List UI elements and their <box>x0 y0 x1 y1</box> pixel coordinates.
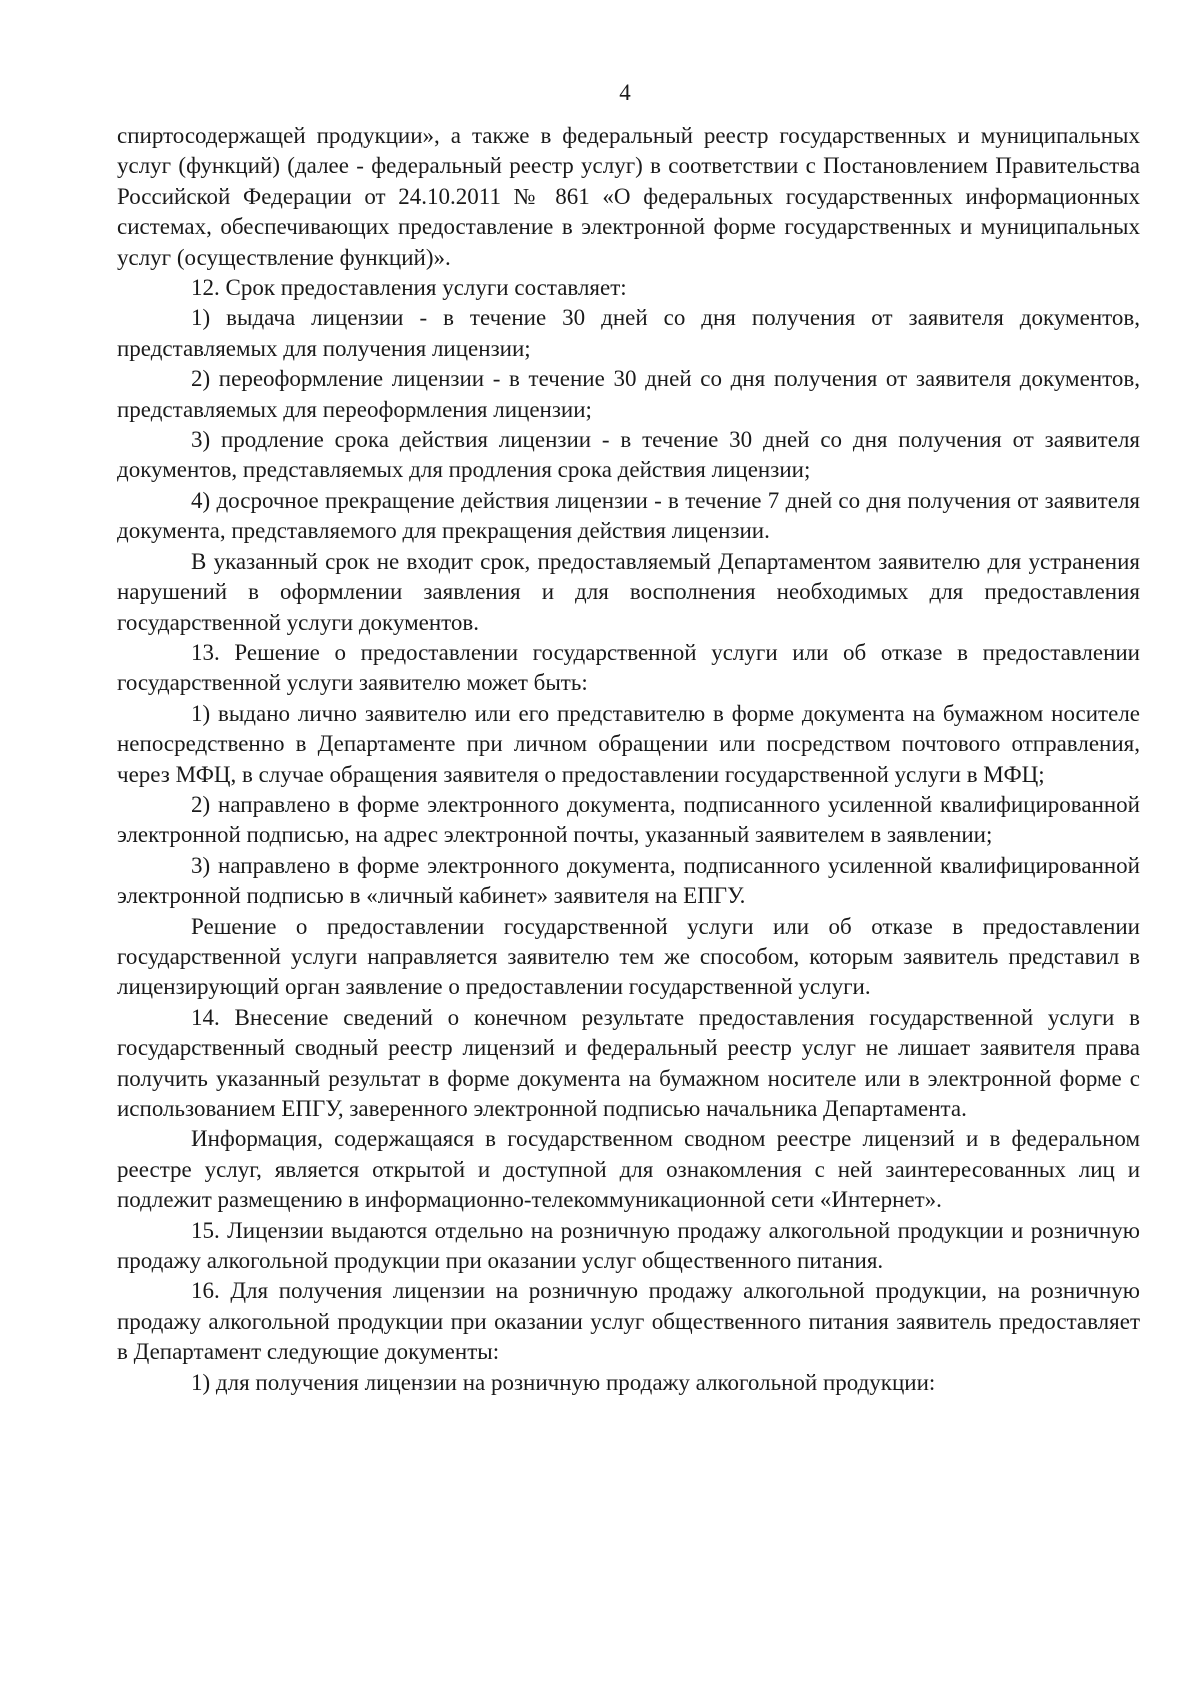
paragraph-13-note: Решение о предоставлении государственной услуги или об отказе в предоставлении государственной услуги направляется заявителю тем же способом, которым заявитель представил в лицензирующий орган заявление о предоставлении государственной услуги. <box>117 913 1140 1000</box>
paragraph-14: 14. Внесение сведений о конечном результате предоставления государственной услуги в государственный сводный реестр лицензий и федеральный реестр услуг не лишает заявителя права получить указанный результат в форме документа на бумажном носителе или в электронной форме с использованием ЕПГУ, заверенного электронной подписью начальника Департамента. <box>117 1004 1140 1121</box>
document-body <box>117 121 1140 1398</box>
paragraph-14-info: Информация, содержащаяся в государственном сводном реестре лицензий и в федеральном реестре услуг, является открытой и доступной для ознакомления с ней заинтересованных лиц и подлежит размещению в информационно-телекоммуникационной сети «Интернет». <box>117 1126 1140 1213</box>
paragraph-15: 15. Лицензии выдаются отдельно на розничную продажу алкогольной продукции и розничную продажу алкогольной продукции при оказании услуг общественного питания. <box>117 1217 1140 1274</box>
paragraph-13-item-2: 2) направлено в форме электронного документа, подписанного усиленной квалифицированной электронной подписью, на адрес электронной почты, указанный заявителем в заявлении; <box>117 791 1140 848</box>
paragraph-13-item-1: 1) выдано лично заявителю или его представителю в форме документа на бумажном носителе непосредственно в Департаменте при личном обращении или посредством почтового отправления, через МФЦ, в случае обращения заявителя о предоставлении государственной услуги в МФЦ; <box>117 700 1140 787</box>
paragraph-12-item-3: 3) продление срока действия лицензии - в течение 30 дней со дня получения от заявителя документов, представляемых для продления срока действия лицензии; <box>117 427 1140 483</box>
paragraph-16-item-1: 1) для получения лицензии на розничную продажу алкогольной продукции: <box>191 1369 936 1395</box>
paragraph-12-note: В указанный срок не входит срок, предоставляемый Департаментом заявителю для устранения нарушений в оформлении заявления и для восполнения необходимых для предоставления государственной услуги документов. <box>117 548 1140 635</box>
page-number: 4 <box>619 80 631 105</box>
paragraph-12-item-1: 1) выдача лицензии - в течение 30 дней со дня получения от заявителя документов, представляемых для получения лицензии; <box>117 305 1140 361</box>
paragraph-continuation: спиртосодержащей продукции», а также в федеральный реестр государственных и муниципальных услуг (функций) (далее - федеральный реестр услуг) в соответствии с Постановлением Правительства Российской Федерации от 24.10.2011 № 861 «О федеральных государственных информационных системах, обеспечивающих предоставление в электронной форме государственных и муниципальных услуг (осуществление функций)». <box>117 123 1140 270</box>
paragraph-12-item-4: 4) досрочное прекращение действия лицензии - в течение 7 дней со дня получения от заявителя документа, представляемого для прекращения действия лицензии. <box>117 487 1140 544</box>
paragraph-13-heading: 13. Решение о предоставлении государственной услуги или об отказе в предоставлении государственной услуги заявителю может быть: <box>117 639 1140 696</box>
paragraph-16: 16. Для получения лицензии на розничную продажу алкогольной продукции, на розничную продажу алкогольной продукции при оказании услуг общественного питания заявитель предоставляет в Департамент следующие документы: <box>117 1278 1140 1365</box>
paragraph-12-heading: 12. Срок предоставления услуги составляет: <box>191 275 627 301</box>
paragraph-13-item-3: 3) направлено в форме электронного документа, подписанного усиленной квалифицированной электронной подписью в «личный кабинет» заявителя на ЕПГУ. <box>117 852 1140 909</box>
paragraph-12-item-2: 2) переоформление лицензии - в течение 30 дней со дня получения от заявителя документов, представляемых для переоформления лицензии; <box>117 366 1140 422</box>
